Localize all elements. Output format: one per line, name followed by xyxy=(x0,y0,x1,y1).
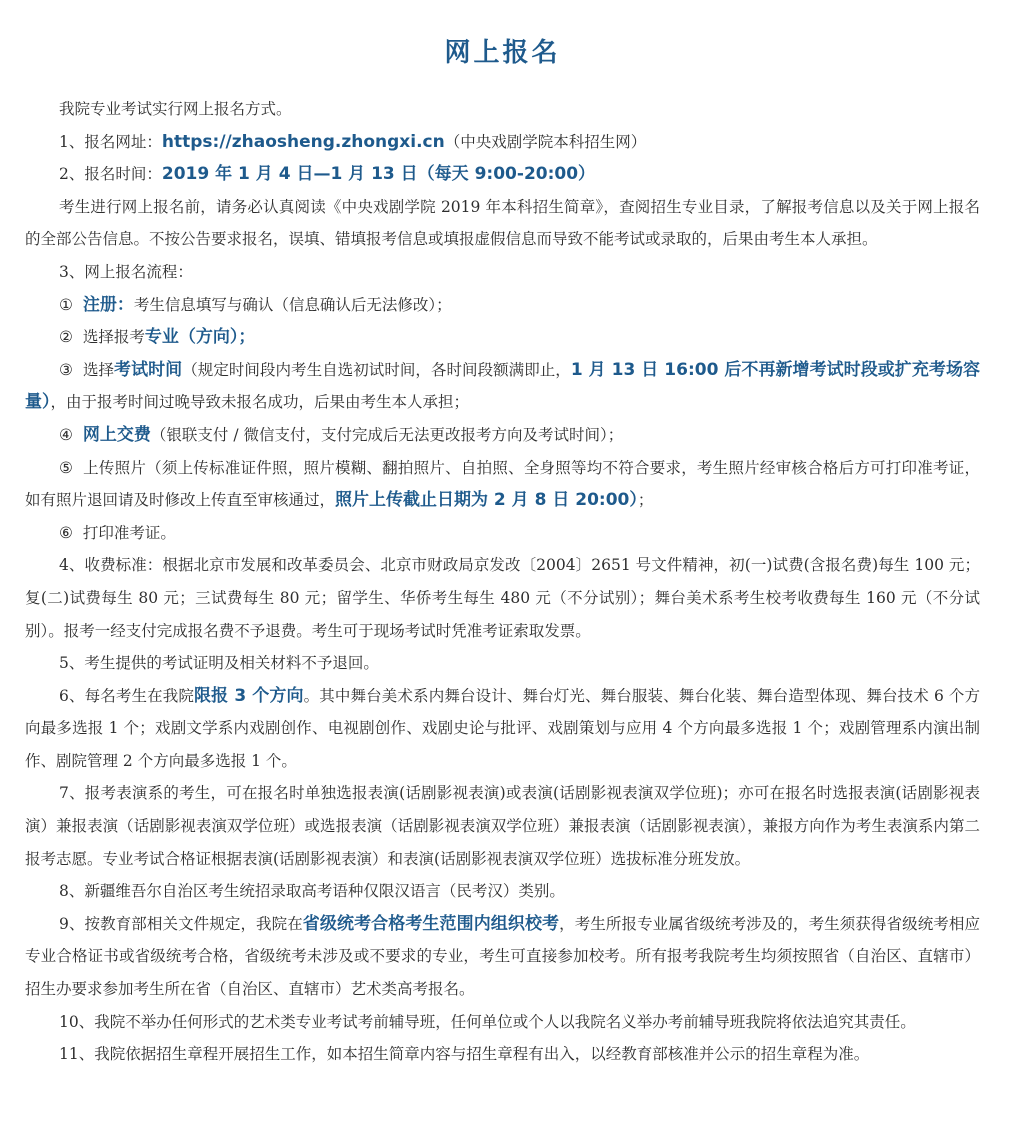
step-1-text: 考生信息填写与确认（信息确认后无法修改）； xyxy=(133,295,452,314)
intro-text: 我院专业考试实行网上报名方式。 xyxy=(59,100,292,118)
step-5 xyxy=(25,452,980,517)
item-1-note: （中央戏剧学院本科招生网） xyxy=(444,132,647,151)
step-2-pre: 选择报考 xyxy=(82,328,145,347)
step-5-number: ⑤ xyxy=(59,458,74,477)
item-2 xyxy=(25,158,980,191)
notice-text: 考生进行网上报名前，请务必认真阅读《中央戏剧学院 2019 年本科招生简章》，查阅招生专业目录，了解报考信息以及关于网上报名的全部公告信息。不按公告要求报名，误填、错填报考信息或填报虚假信息而导致不能考试或录取的，后果由考生本人承担。 xyxy=(25,197,980,249)
registration-url-link[interactable]: https://zhaosheng.zhongxi.cn xyxy=(161,131,445,152)
item-9 xyxy=(25,908,980,1006)
step-4 xyxy=(25,419,980,452)
step-2-highlight: 专业（方向）； xyxy=(144,327,256,348)
step-5-highlight: 照片上传截止日期为 2 月 8 日 20:00） xyxy=(335,490,638,511)
step-1 xyxy=(25,289,980,322)
item-1-label: 1、报名网址： xyxy=(59,132,162,151)
item-6-pre: 6、每名考生在我院 xyxy=(59,686,195,705)
step-4-highlight: 网上交费 xyxy=(82,424,151,445)
step-3-number: ③ xyxy=(59,360,73,379)
item-4: 4、收费标准：根据北京市发展和改革委员会、北京市财政局京发改〔2004〕2651 号文件精神，初(一)试费(含报名费)每生 100 元；复(二)试费每生 80 元；三试费每生 80 元；留学生、华侨考生每生 480 元（不分试别）；舞台美术系考生校考收费每生 160 元（不分试别）。报考一经支付完成报名费不予退费。考生可于现场考试时凭准考证索取发票。 xyxy=(25,556,980,640)
step-5-post: ； xyxy=(637,491,654,510)
item-7: 7、报考表演系的考生，可在报名时单独选报表演(话剧影视表演)或表演(话剧影视表演双学位班)；亦可在报名时选报表演(话剧影视表演）兼报表演（话剧影视表演双学位班）或选报表演（话剧影视表演双学位班）兼报表演（话剧影视表演），兼报方向作为考生表演系内第二报考志愿。专业考试合格证根据表演(话剧影视表演）和表演(话剧影视表演双学位班）选拔标准分班发放。 xyxy=(25,784,980,868)
item-8: 8、新疆维吾尔自治区考生统招录取高考语种仅限汉语言（民考汉）类别。 xyxy=(59,882,565,901)
item-9-post: ，考生所报专业属省级统考涉及的，考生须获得省级统考相应专业合格证书或省级统考合格，省级统考未涉及或不要求的专业，考生可直接参加校考。所有报考我院考生均须按照省（自治区、直辖市）招生办要求参加考生所在省（自治区、直辖市）艺术类高考报名。 xyxy=(25,914,980,999)
item-9-highlight: 省级统考合格考生范围内组织校考 xyxy=(302,913,560,934)
item-10: 10、我院不举办任何形式的艺术类专业考试考前辅导班，任何单位或个人以我院名义举办考前辅导班我院将依法追究其责任。 xyxy=(59,1012,916,1031)
item-11: 11、我院依据招生章程开展招生工作，如本招生简章内容与招生章程有出入，以经教育部核准并公示的招生章程为准。 xyxy=(59,1045,870,1064)
step-3-highlight-1: 考试时间 xyxy=(114,359,183,380)
step-1-highlight: 注册： xyxy=(82,294,134,315)
item-9-pre: 9、按教育部相关文件规定，我院在 xyxy=(59,914,303,933)
step-5-text: 上传照片（须上传标准证件照，照片模糊、翻拍照片、自拍照、全身照等均不符合要求，考生照片经审核合格后方可打印准考证，如有照片退回请及时修改上传直至审核通过， xyxy=(25,458,980,510)
step-6 xyxy=(25,517,980,550)
step-6-number: ⑥ xyxy=(59,523,73,542)
item-6-post: 。其中舞台美术系内舞台设计、舞台灯光、舞台服装、舞台化装、舞台造型体现、舞台技术 6 个方向最多选报 1 个；戏剧文学系内戏剧创作、电视剧创作、戏剧史论与批评、戏剧策划与应用 4 个方向最多选报 1 个；戏剧管理系内演出制作、剧院管理 2 个方向最多选报 1 个。 xyxy=(25,686,980,770)
step-3-pre: 选择 xyxy=(82,360,115,379)
item-5: 5、考生提供的考试证明及相关材料不予退回。 xyxy=(59,654,379,673)
step-4-text: （银联支付 / 微信支付，支付完成后无法更改报考方向及考试时间）； xyxy=(150,425,624,444)
item-1 xyxy=(25,126,980,159)
step-3-mid: （规定时间段内考生自选初试时间，各时间段额满即止， xyxy=(182,360,571,379)
page-title: 网上报名 xyxy=(444,38,561,68)
step-4-number: ④ xyxy=(59,425,73,444)
step-2-number: ② xyxy=(59,328,73,347)
step-2 xyxy=(25,321,980,354)
step-1-number: ① xyxy=(59,295,73,314)
step-3 xyxy=(25,354,980,419)
item-6 xyxy=(25,680,980,778)
item-3-label: 3、网上报名流程： xyxy=(59,262,193,281)
step-3-post: ，由于报考时间过晚导致未报名成功，后果由考生本人承担； xyxy=(50,393,470,412)
step-3-highlight-2: 1 月 13 日 16:00 后不再新增考试时段或扩充考场容量） xyxy=(25,359,980,413)
document-body xyxy=(25,93,980,1071)
item-6-highlight: 限报 3 个方向 xyxy=(194,685,304,706)
registration-time: 2019 年 1 月 4 日—1 月 13 日（每天 9:00-20:00） xyxy=(161,164,596,185)
step-6-text: 打印准考证。 xyxy=(82,523,176,542)
item-2-label: 2、报名时间： xyxy=(59,165,162,184)
